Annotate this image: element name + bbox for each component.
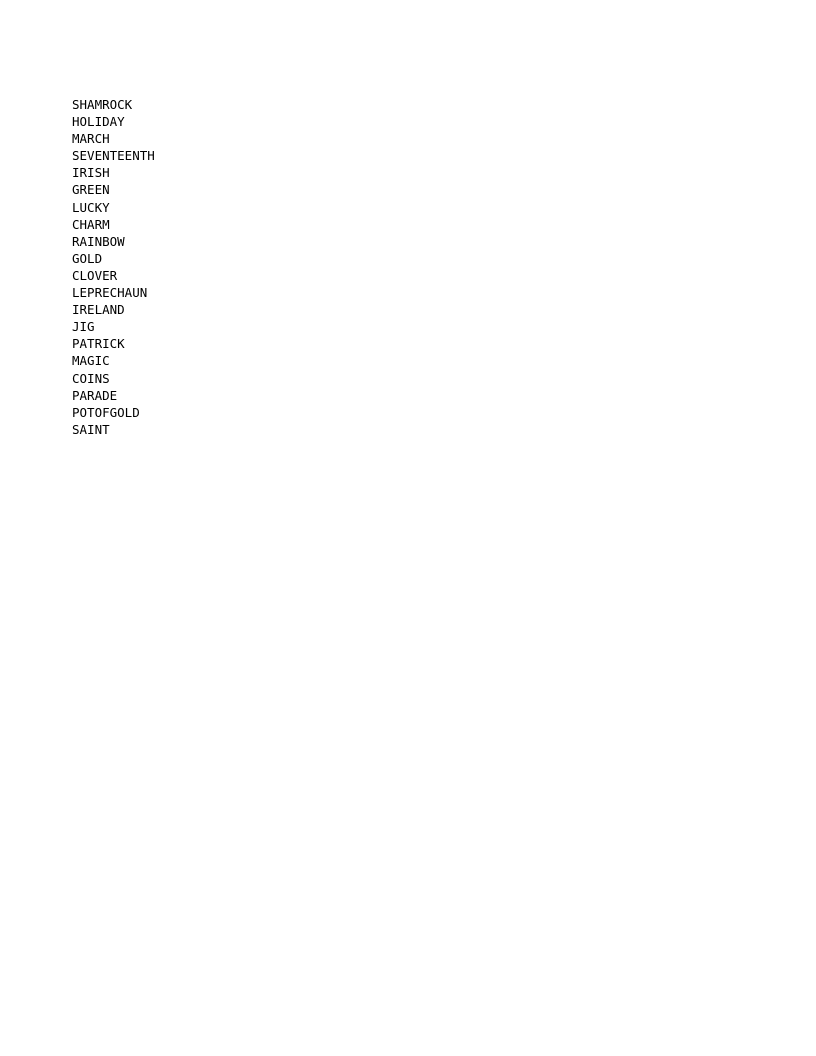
word-list-item: POTOFGOLD — [72, 404, 140, 420]
word-list-item: HOLIDAY — [72, 114, 125, 130]
word-list-item: CLOVER — [72, 267, 118, 283]
word-list-item: IRELAND — [72, 302, 125, 318]
word-list-item: COINS — [72, 370, 110, 386]
word-list-item: IRISH — [72, 165, 110, 181]
word-list-item: MARCH — [72, 131, 110, 147]
word-list-item: GREEN — [72, 182, 110, 198]
word-list-item: PATRICK — [72, 336, 125, 352]
word-list-item: PARADE — [72, 387, 118, 403]
word-list-item: MAGIC — [72, 353, 110, 369]
word-list-item: SHAMROCK — [72, 97, 133, 112]
word-list-item: LEPRECHAUN — [72, 285, 148, 301]
word-list-item: GOLD — [72, 250, 103, 266]
word-list-item: RAINBOW — [72, 233, 125, 249]
word-list-item: CHARM — [72, 216, 110, 232]
word-list-item: SAINT — [72, 421, 110, 437]
word-list-item: LUCKY — [72, 199, 110, 215]
word-list-item: JIG — [72, 319, 95, 335]
word-list-item: SEVENTEENTH — [72, 148, 155, 164]
word-list — [72, 96, 155, 438]
